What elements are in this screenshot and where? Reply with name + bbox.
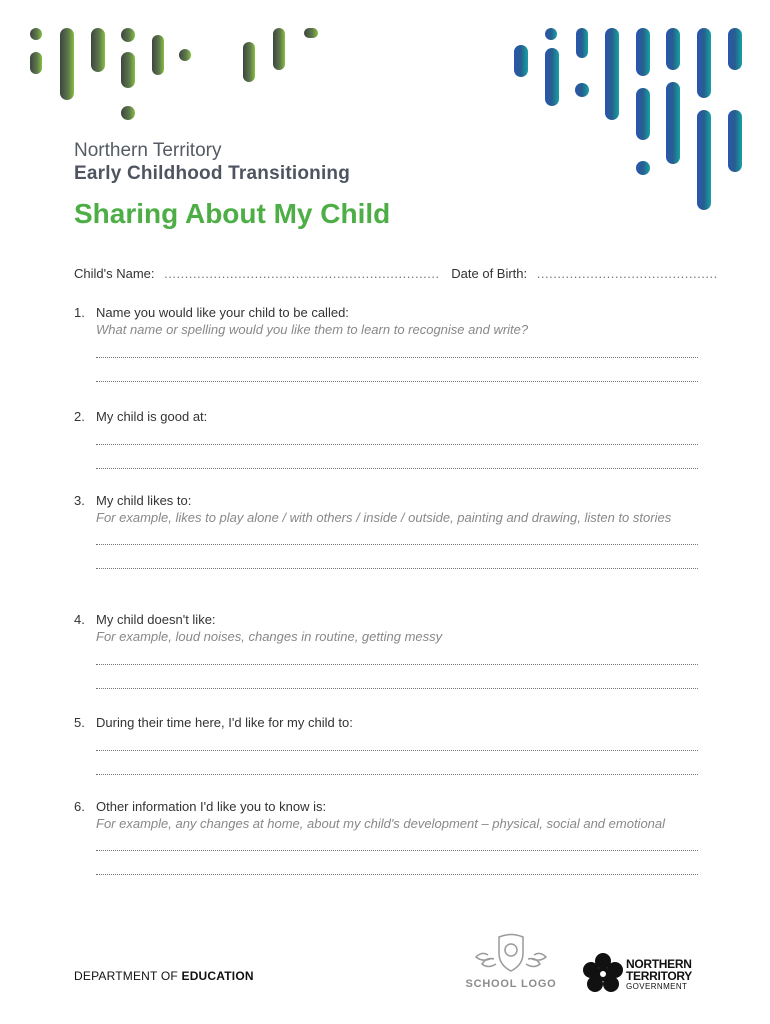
question-5 (74, 715, 698, 775)
child-name-field[interactable]: ................................................................... (164, 266, 440, 281)
question-label (74, 305, 698, 320)
question-label (74, 493, 698, 508)
question-hint: For example, loud noises, changes in routine, getting messy (96, 629, 443, 644)
question-number: 4. (74, 612, 85, 627)
ntg-line-2: TERRITORY (626, 969, 692, 983)
answer-line[interactable] (96, 568, 698, 569)
answer-line[interactable] (96, 664, 698, 665)
question-6 (74, 799, 698, 875)
question-number: 5. (74, 715, 85, 730)
question-text: During their time here, I'd like for my child to: (96, 715, 353, 730)
question-2 (74, 409, 698, 469)
answer-line[interactable] (96, 444, 698, 445)
child-name-label: Child's Name: (74, 266, 155, 281)
org-name: Northern Territory (74, 140, 222, 161)
question-label (74, 612, 698, 627)
answer-line[interactable] (96, 850, 698, 851)
ntg-flower-icon (582, 952, 624, 996)
answer-line[interactable] (96, 774, 698, 775)
question-text: My child is good at: (96, 409, 208, 424)
question-number: 1. (74, 305, 85, 320)
answer-line[interactable] (96, 468, 698, 469)
name-dob-row (74, 266, 718, 281)
decorative-bars-left (0, 0, 330, 125)
ntg-line-3: GOVERNMENT (626, 982, 688, 991)
ntg-line-1: NORTHERN (626, 957, 692, 971)
school-logo (464, 931, 558, 993)
question-text: My child doesn't like: (96, 612, 216, 627)
dob-field[interactable]: ............................................ (536, 266, 718, 281)
question-hint: What name or spelling would you like them to learn to recognise and write? (96, 322, 529, 337)
page-title: Sharing About My Child (74, 198, 391, 229)
question-text: My child likes to: (96, 493, 192, 508)
question-text: Other information I'd like you to know is: (96, 799, 327, 814)
answer-line[interactable] (96, 750, 698, 751)
answer-line[interactable] (96, 688, 698, 689)
question-hint: For example, likes to play alone / with others / inside / outside, painting and drawing, listen to stories (96, 510, 672, 525)
school-logo-text: SCHOOL LOGO (465, 978, 557, 990)
program-name: Early Childhood Transitioning (74, 163, 351, 184)
question-hint: For example, any changes at home, about my child's development – physical, social and emotional (96, 816, 666, 831)
question-text: Name you would like your child to be called: (96, 305, 349, 320)
dob-label: Date of Birth: (451, 266, 528, 281)
answer-line[interactable] (96, 544, 698, 545)
organisation-heading (74, 140, 350, 186)
question-number: 2. (74, 409, 85, 424)
decorative-bars-right (510, 0, 770, 215)
department-logo: DEPARTMENT OF EDUCATION (74, 969, 254, 983)
question-label (74, 409, 698, 424)
answer-line[interactable] (96, 874, 698, 875)
school-crest-icon (464, 931, 558, 975)
question-3 (74, 493, 698, 569)
answer-line[interactable] (96, 357, 698, 358)
answer-line[interactable] (96, 381, 698, 382)
ntg-logo (582, 952, 702, 996)
question-4 (74, 612, 698, 689)
question-label (74, 715, 698, 730)
question-1 (74, 305, 698, 382)
question-number: 6. (74, 799, 85, 814)
question-number: 3. (74, 493, 85, 508)
question-label (74, 799, 698, 814)
